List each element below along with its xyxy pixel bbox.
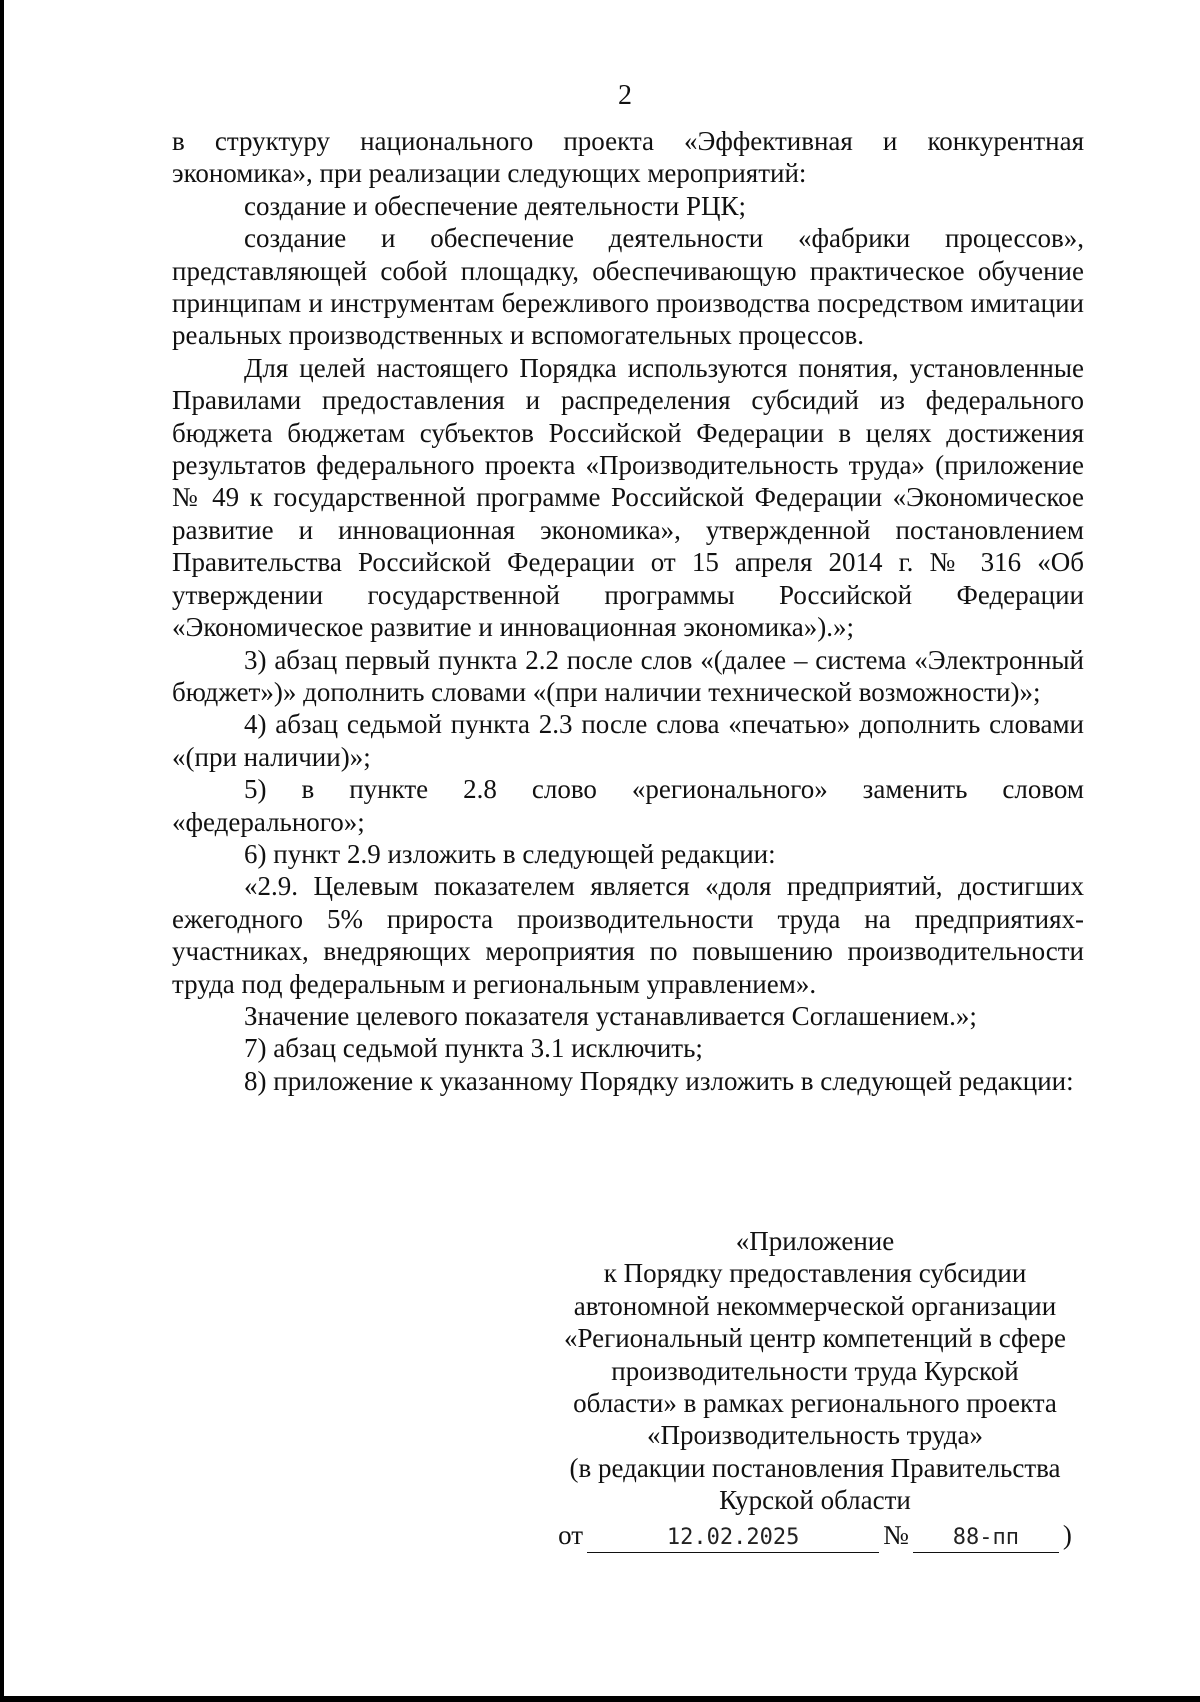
paragraph: создание и обеспечение деятельности РЦК;	[244, 190, 747, 221]
page-number: 2	[618, 80, 632, 111]
paragraph: 4) абзац седьмой пункта 2.3 после слова «печатью» дополнить словами «(при наличии)»;	[172, 709, 1084, 772]
appendix-line: (в редакции постановления Правительства	[569, 1452, 1061, 1483]
document-body	[172, 125, 1084, 1097]
appendix-header	[548, 1225, 1082, 1553]
decree-reference	[548, 1519, 1082, 1553]
decree-number: 88-пп	[913, 1524, 1059, 1553]
appendix-line: к Порядку предоставления субсидии	[603, 1258, 1027, 1289]
number-prefix: №	[883, 1519, 909, 1550]
date-prefix: от	[558, 1519, 584, 1550]
appendix-line: производительности труда Курской	[611, 1355, 1019, 1386]
paragraph: «2.9. Целевым показателем является «доля предприятий, достигших ежегодного 5% прироста производительности труда на предприятиях-участниках, внедряющих мероприятия по повышению производительности труда под федеральным и региональным управлением».	[172, 871, 1084, 999]
decree-date: 12.02.2025	[587, 1524, 879, 1553]
paragraph: 3) абзац первый пункта 2.2 после слов «(далее – система «Электронный бюджет»)» дополнить словами «(при наличии технической возможности)»;	[172, 644, 1084, 707]
appendix-line: области» в рамках регионального проекта	[573, 1388, 1057, 1419]
scan-edge-bottom	[0, 1696, 1200, 1702]
appendix-line: «Приложение	[735, 1226, 895, 1256]
paragraph: 7) абзац седьмой пункта 3.1 исключить;	[244, 1033, 703, 1064]
paragraph: 6) пункт 2.9 изложить в следующей редакции:	[244, 838, 776, 869]
paragraph: Значение целевого показателя устанавливается Соглашением.»;	[244, 1000, 977, 1031]
paragraph: 8) приложение к указанному Порядку изложить в следующей редакции:	[244, 1065, 1074, 1096]
paragraph: 5) в пункте 2.8 слово «регионального» заменить словом «федерального»;	[172, 774, 1084, 837]
closing-parenthesis: )	[1062, 1519, 1072, 1550]
paragraph: в структуру национального проекта «Эффективная и конкурентная экономика», при реализации следующих мероприятий:	[172, 126, 1084, 189]
paragraph: создание и обеспечение деятельности «фабрики процессов», представляющей собой площадку, обеспечивающую практическое обучение принципам и инструментам бережливого производства посредством имитации реальных производственных и вспомогательных процессов.	[172, 223, 1084, 351]
appendix-line: Курской области	[719, 1485, 911, 1516]
paragraph: Для целей настоящего Порядка используются понятия, установленные Правилами предоставления и распределения субсидий из федерального бюджета бюджетам субъектов Российской Федерации в целях достижения результатов федерального проекта «Производительность труда» (приложение № 49 к государственной программе Российской Федерации «Экономическое развитие и инновационная экономика», утвержденной постановлением Правительства Российской Федерации от 15 апреля 2014 г. № 316 «Об утверждении государственной программы Российской Федерации «Экономическое развитие и инновационная экономика»).»;	[172, 352, 1084, 643]
scan-edge-left	[0, 0, 4, 1702]
appendix-line: автономной некоммерческой организации	[573, 1290, 1057, 1321]
appendix-line: «Производительность труда»	[647, 1420, 983, 1451]
appendix-line: «Региональный центр компетенций в сфере	[563, 1323, 1067, 1354]
